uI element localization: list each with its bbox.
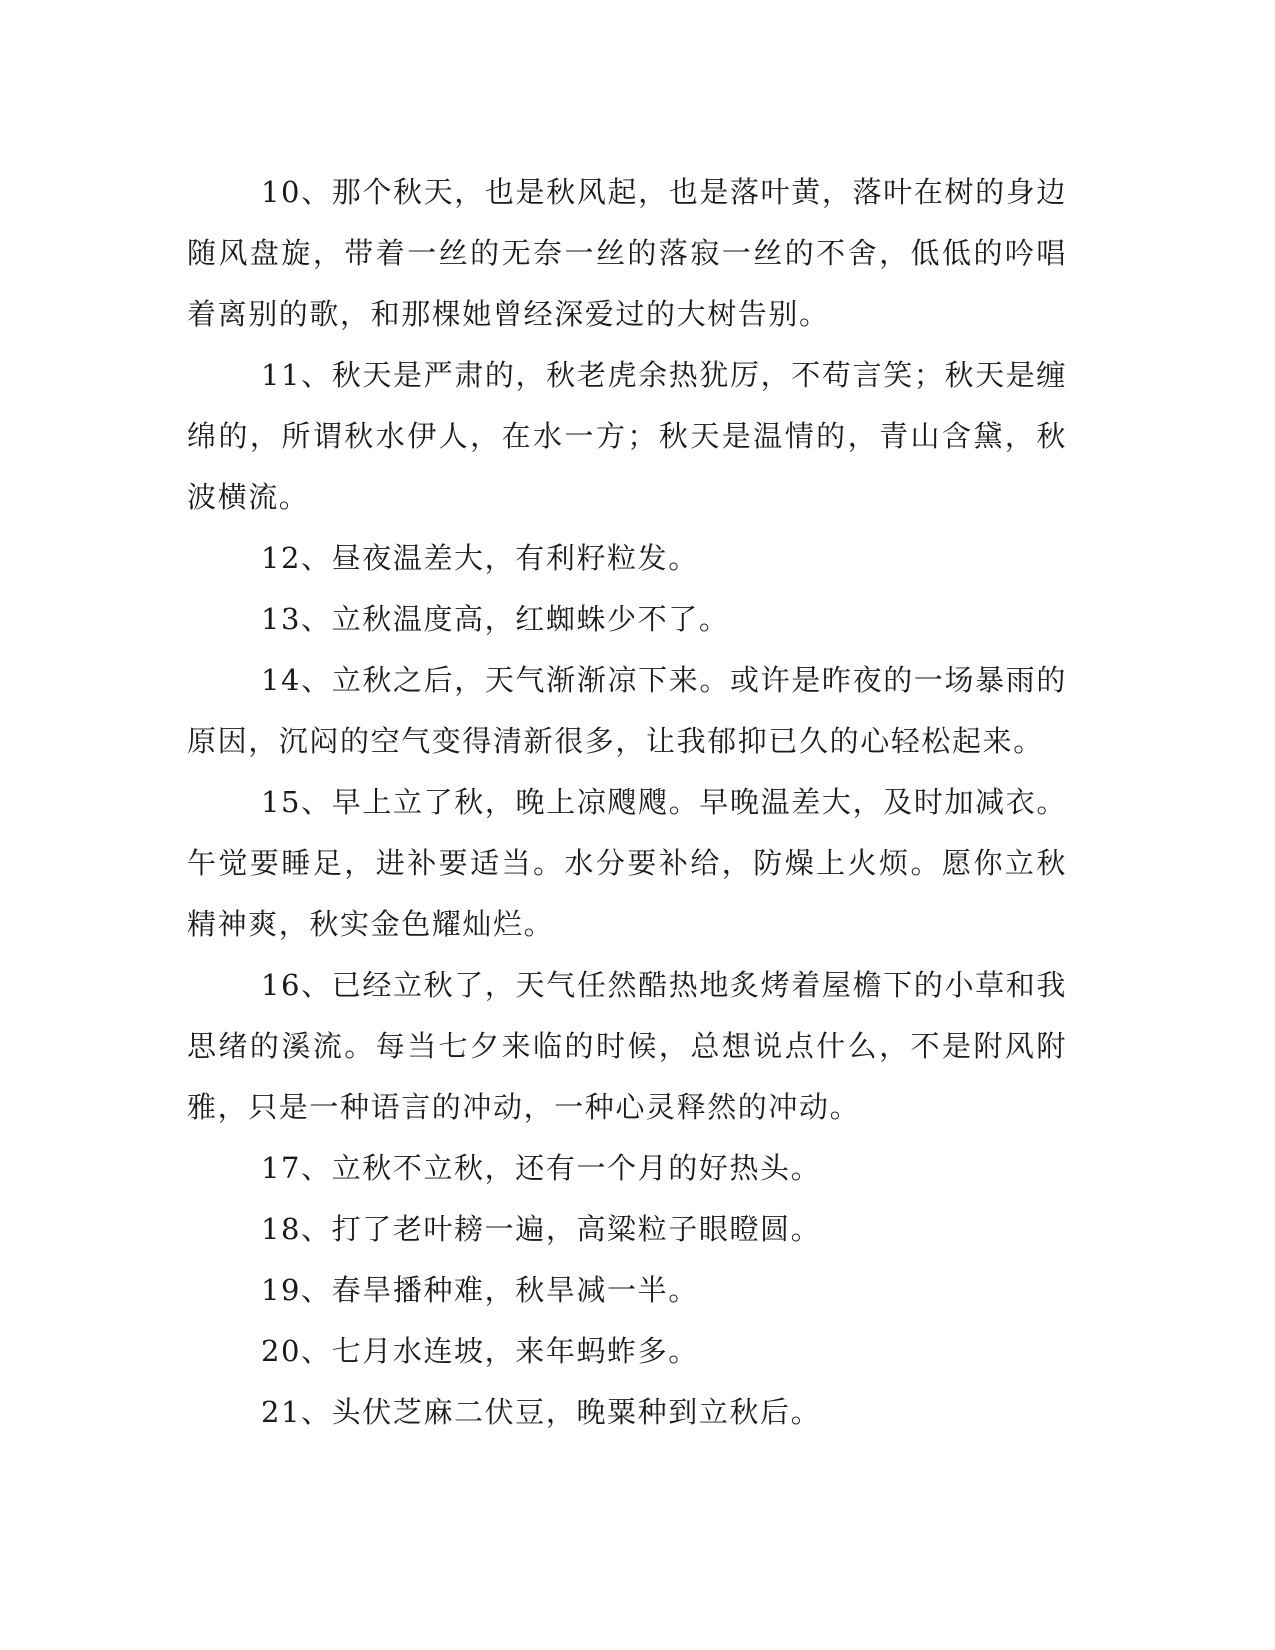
document-body: [187, 162, 1067, 1443]
paragraph-10: 10、那个秋天，也是秋风起，也是落叶黄，落叶在树的身边随风盘旋，带着一丝的无奈一丝的落寂一丝的不舍，低低的吟唱着离别的歌，和那棵她曾经深爱过的大树告别。: [187, 175, 1067, 331]
paragraph-18: 18、打了老叶耪一遍，高粱粒子眼瞪圆。: [260, 1212, 822, 1246]
paragraph-12: 12、昼夜温差大，有利籽粒发。: [260, 541, 699, 575]
paragraph-13: 13、立秋温度高，红蜘蛛少不了。: [260, 602, 730, 636]
paragraph-16: 16、已经立秋了，天气任然酷热地炙烤着屋檐下的小草和我思绪的溪流。每当七夕来临的时候，总想说点什么，不是附风附雅，只是一种语言的冲动，一种心灵释然的冲动。: [187, 968, 1067, 1124]
paragraph-17: 17、立秋不立秋，还有一个月的好热头。: [260, 1151, 822, 1185]
paragraph-19: 19、春旱播种难，秋旱减一半。: [260, 1273, 699, 1307]
paragraph-20: 20、七月水连坡，来年蚂蚱多。: [260, 1334, 699, 1368]
paragraph-21: 21、头伏芝麻二伏豆，晚粟种到立秋后。: [260, 1395, 822, 1429]
paragraph-14: 14、立秋之后，天气渐渐凉下来。或许是昨夜的一场暴雨的原因，沉闷的空气变得清新很多，让我郁抑已久的心轻松起来。: [187, 663, 1067, 758]
paragraph-15: 15、早上立了秋，晚上凉飕飕。早晚温差大，及时加减衣。午觉要睡足，进补要适当。水分要补给，防燥上火烦。愿你立秋精神爽，秋实金色耀灿烂。: [187, 785, 1067, 941]
paragraph-11: 11、秋天是严肃的，秋老虎余热犹厉，不苟言笑；秋天是缠绵的，所谓秋水伊人，在水一方；秋天是温情的，青山含黛，秋波横流。: [187, 358, 1067, 514]
